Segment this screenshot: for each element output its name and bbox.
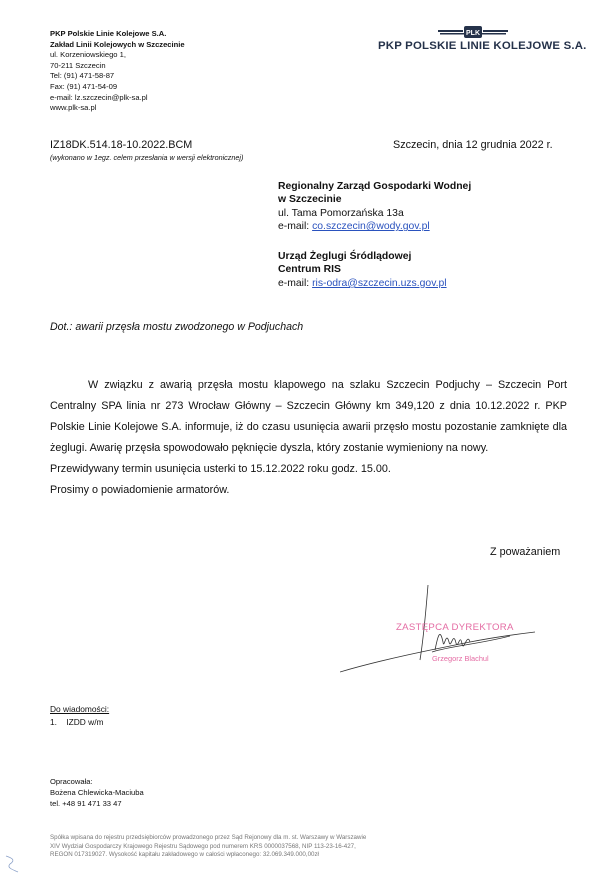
recipient-1 bbox=[278, 180, 471, 234]
footer-line: Spółka wpisana do rejestru przedsiębiorców prowadzonego przez Sąd Rejonowy dla m. st. Warszawy w Warszawie bbox=[50, 834, 367, 841]
prepared-name: Bożena Chlewicka-Maciuba bbox=[50, 787, 144, 797]
sender-web: www.plk-sa.pl bbox=[50, 103, 97, 113]
email-label: e-mail: bbox=[278, 277, 313, 289]
cc-heading: Do wiadomości: bbox=[50, 704, 110, 714]
sender-street: ul. Korzeniowskiego 1, bbox=[50, 50, 126, 60]
stamp-title: ZASTĘPCA DYREKTORA bbox=[396, 622, 514, 633]
footer-line: XIV Wydział Gospodarczy Krajowego Rejestru Sądowego pod numerem KRS 0000037568, NIP 113-23-16-427, bbox=[50, 842, 356, 850]
recipient-name: Urząd Żeglugi Śródlądowej bbox=[278, 251, 412, 262]
body-paragraph: W związku z awarią przęsła mostu klapowego na szlaku Szczecin Podjuchy – Szczecin Port Centralny SPA linia nr 273 Wrocław Główny – Szczecin Główny km 349,120 z dnia 10.12.2022 r. PKP Polskie Linie Kolejowe S.A. informuje, iż do czasu usunięcia awarii przęsło mostu pozostanie zamknięte dla żeglugi. Awarię przęsła spowodowało pęknięcie dyszla, który zostanie wymieniony na nowy. bbox=[50, 379, 567, 454]
sender-block bbox=[50, 29, 185, 114]
logo-badge: PLK bbox=[466, 30, 480, 37]
logo-text: PKP POLSKIE LINIE KOLEJOWE S.A. bbox=[378, 40, 587, 52]
cc-block bbox=[50, 703, 109, 729]
recipient-email-link[interactable]: co.szczecin@wody.gov.pl bbox=[312, 221, 430, 233]
sender-email: e-mail: lz.szczecin@plk-sa.pl bbox=[50, 92, 148, 102]
margin-scribble-icon bbox=[4, 848, 24, 878]
recipient-email-line bbox=[278, 220, 471, 233]
letter-subject: Dot.: awarii przęsła mostu zwodzonego w Podjuchach bbox=[50, 321, 304, 333]
sender-unit: Zakład Linii Kolejowych w Szczecinie bbox=[50, 39, 185, 49]
body-paragraph: Prosimy o powiadomienie armatorów. bbox=[50, 484, 230, 496]
recipient-email-line bbox=[278, 277, 447, 290]
body-paragraph: Przewidywany termin usunięcia usterki to 15.12.2022 roku godz. 15.00. bbox=[50, 463, 391, 475]
prepared-by bbox=[50, 777, 144, 809]
prepared-tel: tel. +48 91 471 33 47 bbox=[50, 798, 122, 808]
email-label: e-mail: bbox=[278, 221, 313, 233]
recipient-email-link[interactable]: ris-odra@szczecin.uzs.gov.pl bbox=[312, 277, 447, 289]
closing: Z poważaniem bbox=[490, 546, 561, 558]
cc-item: 1. IZDD w/m bbox=[50, 717, 104, 727]
letter-date: Szczecin, dnia 12 grudnia 2022 r. bbox=[393, 139, 553, 151]
footer-legal bbox=[50, 834, 366, 860]
recipient-name-cont: w Szczecinie bbox=[278, 194, 342, 206]
reference-note: (wykonano w 1egz. celem przesłania w wersji elektronicznej) bbox=[50, 153, 244, 162]
recipient-address: ul. Tama Pomorzańska 13a bbox=[278, 207, 404, 219]
recipient-2 bbox=[278, 250, 447, 290]
recipient-name: Regionalny Zarząd Gospodarki Wodnej bbox=[278, 181, 472, 192]
sender-company: PKP Polskie Linie Kolejowe S.A. bbox=[50, 29, 167, 38]
stamp-name: Grzegorz Blachul bbox=[432, 654, 489, 663]
prepared-label: Opracowała: bbox=[50, 777, 93, 786]
letter-body bbox=[50, 375, 567, 501]
reference-number: IZ18DK.514.18-10.2022.BCM bbox=[50, 139, 193, 151]
footer-line: REGON 017319027. Wysokość kapitału zakładowego w całości wpłaconego: 32.069.349.000,00zł bbox=[50, 851, 319, 859]
sender-city: 70-211 Szczecin bbox=[50, 60, 106, 70]
sender-tel: Tel: (91) 471-58-87 bbox=[50, 71, 115, 81]
recipient-name-cont: Centrum RIS bbox=[278, 264, 341, 276]
sender-fax: Fax: (91) 471-54-09 bbox=[50, 81, 118, 91]
